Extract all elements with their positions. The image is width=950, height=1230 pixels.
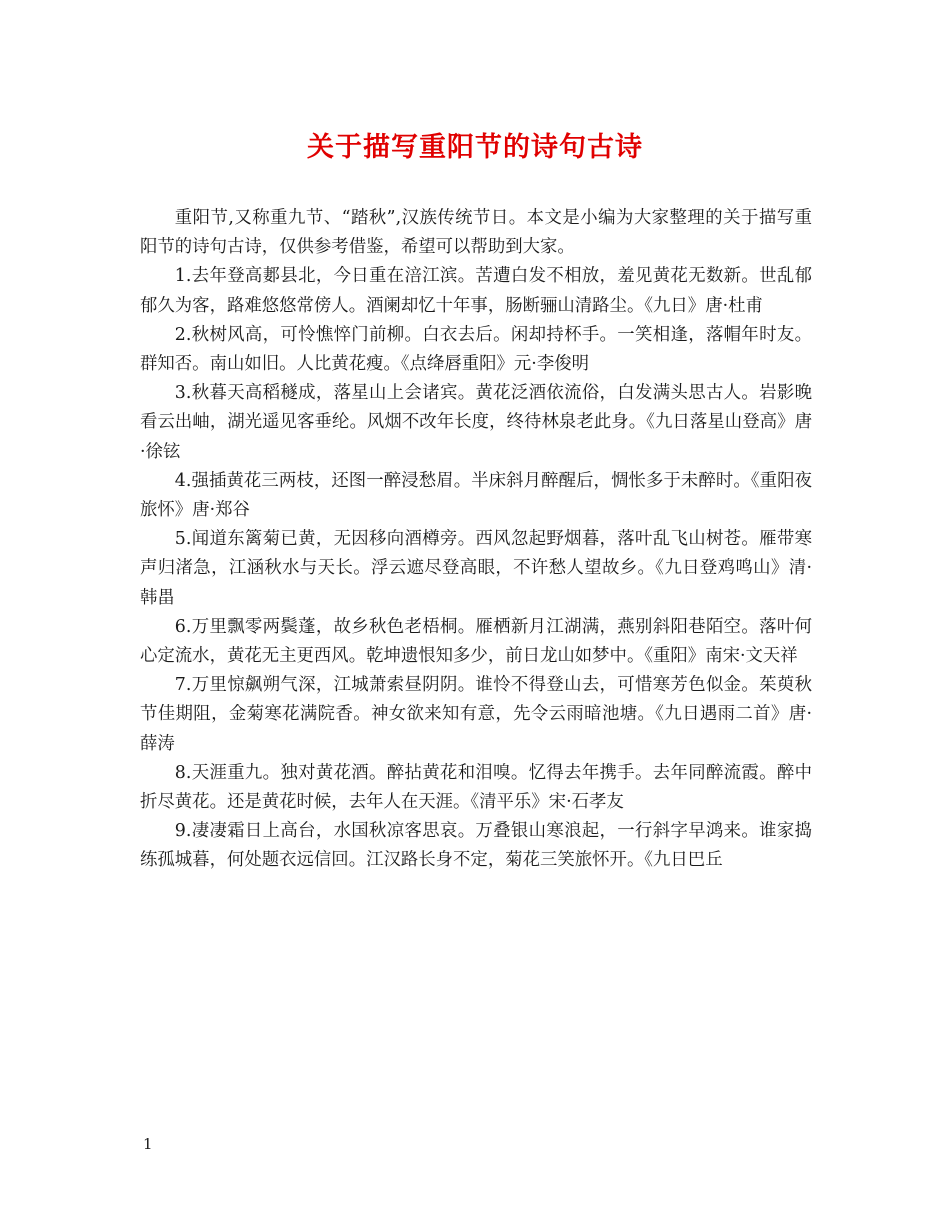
intro-paragraph: 重阳节,又称重九节、“踏秋”,汉族传统节日。本文是小编为大家整理的关于描写重阳节的诗句古诗，仅供参考借鉴，希望可以帮助到大家。 [140, 208, 812, 258]
page-number: 1 [143, 1135, 153, 1153]
poem-item-8: 8.天涯重九。独对黄花酒。醉拈黄花和泪嗅。忆得去年携手。去年同醉流霞。醉中折尽黄花。还是黄花时候，去年人在天涯。《清平乐》宋·石孝友 [140, 762, 812, 813]
poem-item-4: 4.强插黄花三两枝，还图一醉浸愁眉。半床斜月醉醒后，惆怅多于未醉时。《重阳夜旅怀》唐·郑谷 [140, 470, 812, 521]
document-body [140, 204, 812, 876]
poem-item-6: 6.万里飘零两鬓蓬，故乡秋色老梧桐。雁栖新月江湖满，燕别斜阳巷陌空。落叶何心定流水，黄花无主更西风。乾坤遗恨知多少，前日龙山如梦中。《重阳》南宋·文天祥 [140, 616, 812, 667]
poem-item-2: 2.秋树风高，可怜憔悴门前柳。白衣去后。闲却持杯手。一笑相逢，落帽年时友。群知否。南山如旧。人比黄花瘦。《点绛唇重阳》元·李俊明 [140, 324, 812, 375]
poem-item-3: 3.秋暮天高稻穟成，落星山上会诸宾。黄花泛酒依流俗，白发满头思古人。岩影晚看云出岫，湖光遥见客垂纶。风烟不改年长度，终待林泉老此身。《九日落星山登高》唐·徐铉 [140, 383, 812, 462]
poem-item-7: 7.万里惊飙朔气深，江城萧索昼阴阴。谁怜不得登山去，可惜寒芳色似金。茱萸秋节佳期阻，金菊寒花满院香。神女欲来知有意，先令云雨暗池塘。《九日遇雨二首》唐·薛涛 [140, 675, 812, 754]
poem-item-9: 9.凄凄霜日上高台，水国秋凉客思哀。万叠银山寒浪起，一行斜字早鸿来。谁家捣练孤城暮，何处题衣远信回。江汉路长身不定，菊花三笑旅怀开。《九日巴丘 [140, 821, 812, 871]
poem-item-5: 5.闻道东篱菊已黄，无因移向酒樽旁。西风忽起野烟暮，落叶乱飞山树苍。雁带寒声归渚急，江涵秋水与天长。浮云遮尽登高眼，不许愁人望故乡。《九日登鸡鸣山》清·韩畕 [140, 529, 812, 608]
document-title: 关于描写重阳节的诗句古诗 [307, 132, 643, 163]
poem-item-1: 1.去年登高郪县北，今日重在涪江滨。苦遭白发不相放，羞见黄花无数新。世乱郁郁久为客，路难悠悠常傍人。酒阑却忆十年事，肠断骊山清路尘。《九日》唐·杜甫 [140, 266, 812, 316]
